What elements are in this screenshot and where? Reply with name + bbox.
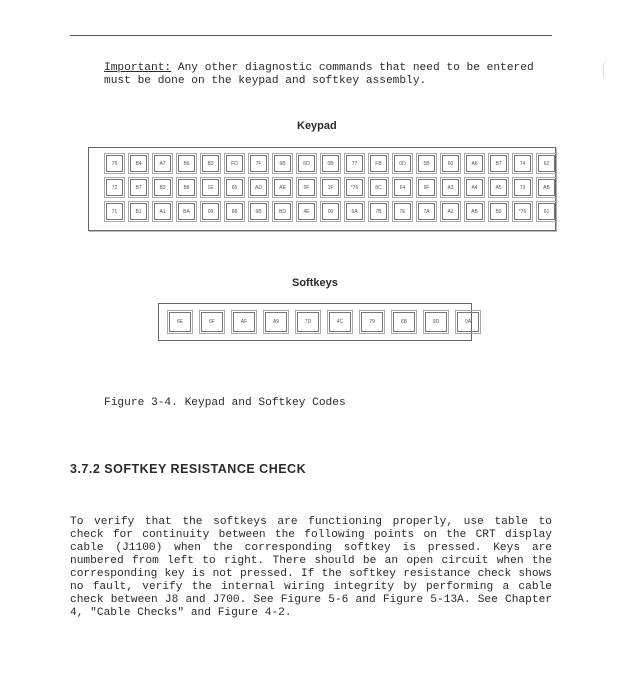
keypad-key: 7A [418, 203, 435, 220]
softkeys-title: Softkeys [292, 277, 338, 289]
keypad-key: *76 [514, 203, 531, 220]
keypad-row [106, 155, 558, 172]
important-label: Important: [104, 62, 172, 74]
softkey: 9D [425, 312, 447, 332]
softkey: A9 [265, 312, 287, 332]
important-note [104, 62, 554, 88]
softkey: 6F [201, 312, 223, 332]
header-rule [70, 35, 552, 36]
keypad-key: B7 [130, 179, 147, 196]
keypad-key: 88 [226, 203, 243, 220]
keypad-key: 75 [106, 155, 123, 172]
keypad-key: 65 [226, 179, 243, 196]
figure-caption: Figure 3-4. Keypad and Softkey Codes [104, 397, 346, 409]
softkey: 7D [297, 312, 319, 332]
keypad-key: 0B [322, 155, 339, 172]
keypad-key: 8C [370, 179, 387, 196]
keypad-key: B1 [130, 203, 147, 220]
keypad-key: 6A [346, 203, 363, 220]
keypad-key: 6B [250, 203, 267, 220]
section-heading: 3.7.2 SOFTKEY RESISTANCE CHECK [70, 462, 307, 476]
keypad-key: *76 [346, 179, 363, 196]
keypad-key: FD [226, 155, 243, 172]
keypad-key: 0D [394, 155, 411, 172]
keypad-key: 9F [418, 179, 435, 196]
softkey: 6B [393, 312, 415, 332]
keypad-key: FB [370, 155, 387, 172]
softkey: 79 [361, 312, 383, 332]
keypad-key: B7 [490, 155, 507, 172]
keypad-key: 61 [538, 203, 555, 220]
page-curl [603, 58, 618, 78]
keypad-key: B4 [130, 155, 147, 172]
keypad-key: A7 [154, 155, 171, 172]
keypad-key: 4E [298, 203, 315, 220]
keypad-key: 1F [322, 179, 339, 196]
keypad-key: A6 [466, 155, 483, 172]
keypad-key: BD [274, 203, 291, 220]
keypad-key: 77 [346, 155, 363, 172]
keypad-diagram [88, 147, 556, 231]
softkey: 0A [457, 312, 479, 332]
keypad-key: AB [538, 179, 555, 196]
keypad-key: A2 [442, 203, 459, 220]
keypad-row [106, 179, 558, 196]
softkey: 6E [169, 312, 191, 332]
keypad-key: 60 [442, 155, 459, 172]
softkeys-diagram [158, 303, 472, 341]
keypad-key: AD [250, 179, 267, 196]
keypad-key: BA [178, 203, 195, 220]
keypad-key: 1E [202, 179, 219, 196]
keypad-key: 74 [514, 155, 531, 172]
keypad-key: 5B [418, 155, 435, 172]
keypad-key: A5 [490, 179, 507, 196]
keypad-key: 6B [274, 155, 291, 172]
keypad-title: Keypad [297, 120, 337, 132]
keypad-key: 64 [394, 179, 411, 196]
keypad-key: B6 [178, 155, 195, 172]
softkey: AF [233, 312, 255, 332]
keypad-key: 73 [514, 179, 531, 196]
keypad-key: A3 [442, 179, 459, 196]
keypad-key: 7E [394, 203, 411, 220]
keypad-key: B9 [490, 203, 507, 220]
keypad-key: B8 [178, 179, 195, 196]
important-text: Any other diagnostic commands that need to be entered must be done on the keypad and softkey assembly. [104, 62, 534, 87]
keypad-key: 62 [538, 155, 555, 172]
keypad-key: AE [274, 179, 291, 196]
softkey: 4C [329, 312, 351, 332]
keypad-key: 72 [106, 179, 123, 196]
keypad-key: B3 [202, 155, 219, 172]
keypad-key: 00 [322, 203, 339, 220]
keypad-key: A1 [154, 203, 171, 220]
keypad-key: 0F [298, 179, 315, 196]
keypad-key: A4 [466, 179, 483, 196]
keypad-key: 71 [106, 203, 123, 220]
keypad-key: 7F [250, 155, 267, 172]
keypad-key: 09 [202, 203, 219, 220]
keypad-key: 7B [370, 203, 387, 220]
keypad-key: B3 [154, 179, 171, 196]
keypad-key: AB [466, 203, 483, 220]
keypad-key: 6D [298, 155, 315, 172]
keypad-row [106, 203, 558, 220]
body-paragraph: To verify that the softkeys are functioning properly, use table to check for continuity between the following points on the CRT display cable (J1100) when the corresponding softkey is pressed. Keys are numbered from left to right. There should be an open circuit when the corresponding key is not pressed. If the softkey resistance check shows no fault, verify the internal wiring integrity by performing a cable check between J8 and J700. See Figure 5-6 and Figure 5-13A. See Chapter 4, "Cable Checks" and Figure 4-2. [70, 516, 552, 619]
